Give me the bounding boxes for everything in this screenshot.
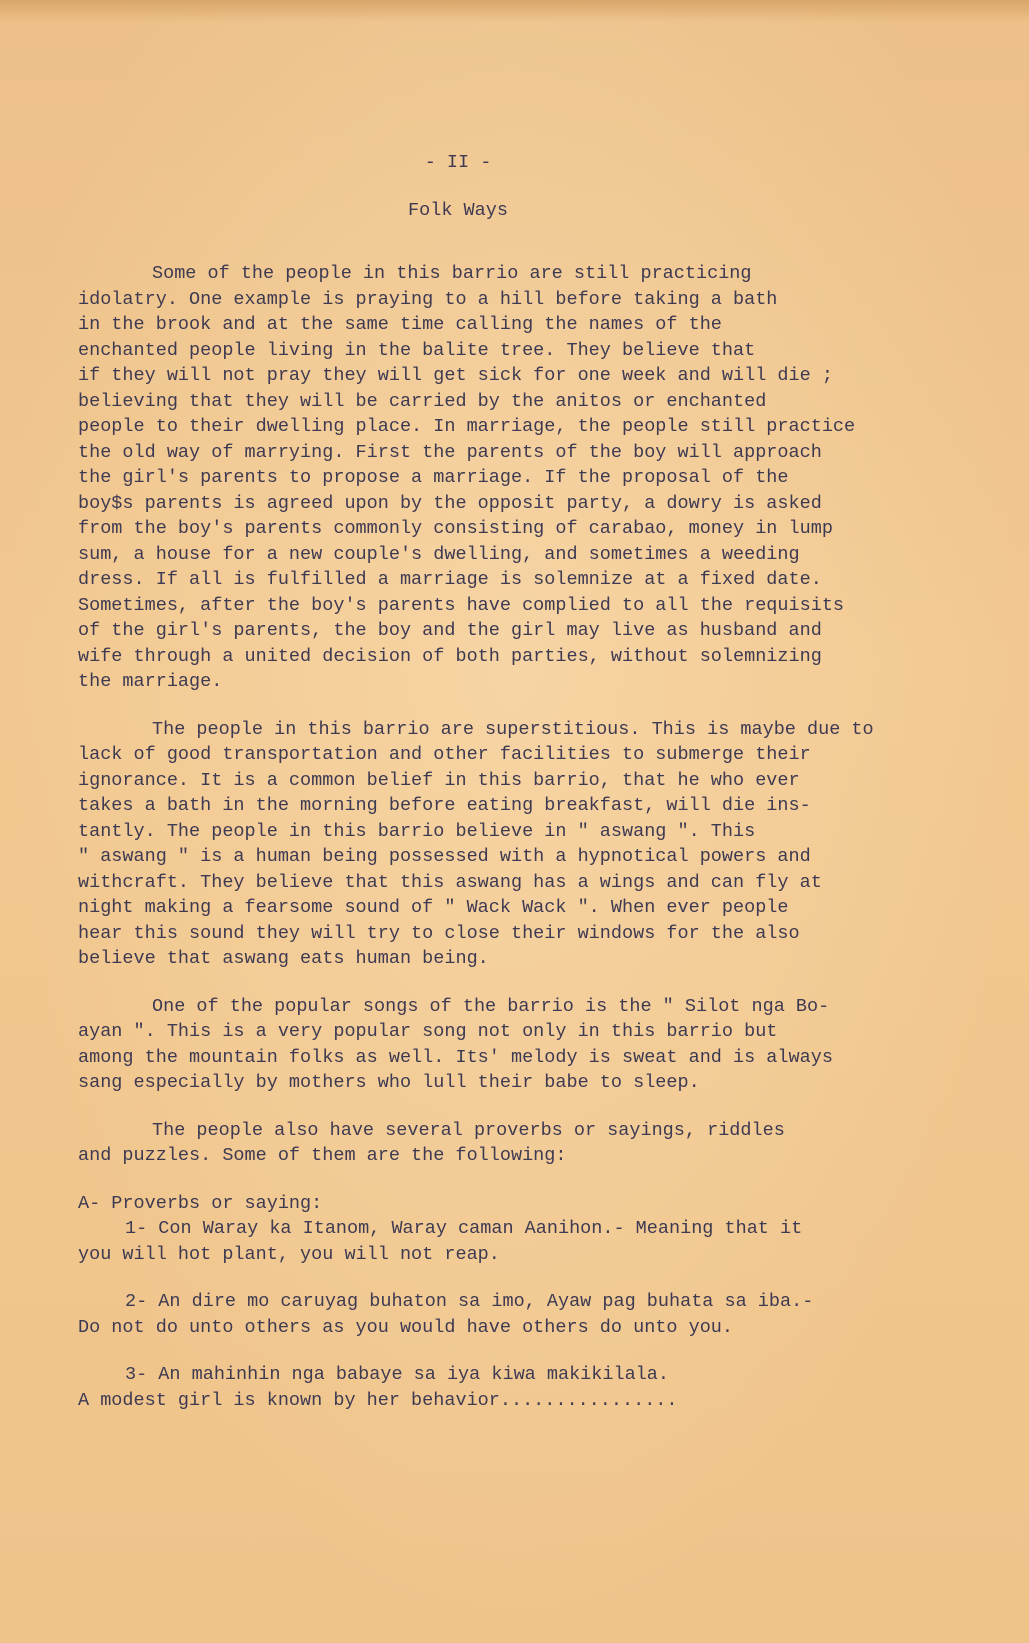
paragraph-line: among the mountain folks as well. Its' melody is sweat and is always bbox=[78, 1046, 833, 1068]
paragraph-line: The people in this barrio are superstitious. This is maybe due to bbox=[152, 718, 874, 740]
paragraph-line: idolatry. One example is praying to a hill before taking a bath bbox=[78, 288, 778, 310]
paragraph-line: if they will not pray they will get sick for one week and will die ; bbox=[78, 365, 833, 386]
paragraph-line: hear this sound they will try to close their windows for the also bbox=[78, 922, 800, 944]
paragraph-line: believing that they will be carried by the anitos or enchanted bbox=[78, 390, 767, 412]
paragraph-idolatry-marriage bbox=[78, 261, 978, 695]
proverb-original: 2- An dire mo caruyag buhaton sa imo, Ayaw pag buhata sa iba.- bbox=[125, 1291, 814, 1312]
proverb-translation: A modest girl is known by her behavior................ bbox=[78, 1389, 678, 1411]
section-title: Folk Ways bbox=[408, 199, 508, 221]
paragraph-line: wife through a united decision of both parties, without solemnizing bbox=[78, 645, 822, 667]
paragraph-line: the marriage. bbox=[78, 671, 223, 692]
paragraph-songs bbox=[78, 994, 978, 1096]
paragraph-line: from the boy's parents commonly consisting of carabao, money in lump bbox=[78, 518, 833, 539]
paragraph-line: sum, a house for a new couple's dwelling, and sometimes a weeding bbox=[78, 543, 800, 565]
proverb-translation: you will hot plant, you will not reap. bbox=[78, 1243, 500, 1265]
paragraph-line: the girl's parents to propose a marriage. If the proposal of the bbox=[78, 467, 789, 488]
paragraph-line: and puzzles. Some of them are the following: bbox=[78, 1145, 567, 1166]
paragraph-line: ignorance. It is a common belief in this barrio, that he who ever bbox=[78, 769, 800, 791]
paragraph-line: lack of good transportation and other facilities to submerge their bbox=[78, 744, 811, 765]
paragraph-line: boy$s parents is agreed upon by the opposit party, a dowry is asked bbox=[78, 492, 822, 514]
paragraph-line: in the brook and at the same time calling the names of the bbox=[78, 314, 722, 335]
paragraph-line: " aswang " is a human being possessed with a hypnotical powers and bbox=[78, 846, 811, 867]
page-number: - II - bbox=[424, 152, 492, 173]
paragraph-line: believe that aswang eats human being. bbox=[78, 948, 489, 969]
document-body bbox=[78, 150, 978, 1413]
paragraph-line: dress. If all is fulfilled a marriage is solemnize at a fixed date. bbox=[78, 569, 822, 590]
paragraph-line: Sometimes, after the boy's parents have complied to all the requisits bbox=[78, 594, 845, 616]
proverb-original: 3- An mahinhin nga babaye sa iya kiwa makikilala. bbox=[125, 1364, 669, 1385]
proverb-translation: Do not do unto others as you would have others do unto you. bbox=[78, 1316, 734, 1338]
paragraph-line: of the girl's parents, the boy and the girl may live as husband and bbox=[78, 620, 822, 641]
proverbs-heading: A- Proverbs or saying: bbox=[78, 1192, 323, 1214]
paragraph-line: withcraft. They believe that this aswang has a wings and can fly at bbox=[78, 871, 822, 893]
paragraph-superstition bbox=[78, 717, 978, 972]
paragraph-line: Some of the people in this barrio are still practicing bbox=[152, 263, 752, 284]
paragraph-line: ayan ". This is a very popular song not only in this barrio but bbox=[78, 1021, 778, 1042]
paragraph-line: sang especially by mothers who lull their babe to sleep. bbox=[78, 1072, 700, 1093]
paragraph-proverbs-intro bbox=[78, 1118, 978, 1169]
proverb-item bbox=[78, 1362, 978, 1413]
proverb-item bbox=[78, 1216, 978, 1267]
proverb-item bbox=[78, 1289, 978, 1340]
paragraph-line: One of the popular songs of the barrio is the " Silot nga Bo- bbox=[152, 995, 830, 1017]
proverb-original: 1- Con Waray ka Itanom, Waray caman Aanihon.- Meaning that it bbox=[125, 1218, 803, 1239]
paragraph-line: night making a fearsome sound of " Wack Wack ". When ever people bbox=[78, 897, 789, 918]
paragraph-line: takes a bath in the morning before eating breakfast, will die ins- bbox=[78, 795, 811, 816]
paragraph-line: enchanted people living in the balite tree. They believe that bbox=[78, 339, 756, 361]
paragraph-line: tantly. The people in this barrio believe in " aswang ". This bbox=[78, 820, 756, 842]
paragraph-line: people to their dwelling place. In marriage, the people still practice bbox=[78, 416, 856, 437]
proverbs-section bbox=[78, 1191, 978, 1414]
paragraph-line: the old way of marrying. First the parents of the boy will approach bbox=[78, 441, 822, 463]
paper-top-edge bbox=[0, 0, 1029, 22]
paragraph-line: The people also have several proverbs or sayings, riddles bbox=[152, 1119, 785, 1141]
